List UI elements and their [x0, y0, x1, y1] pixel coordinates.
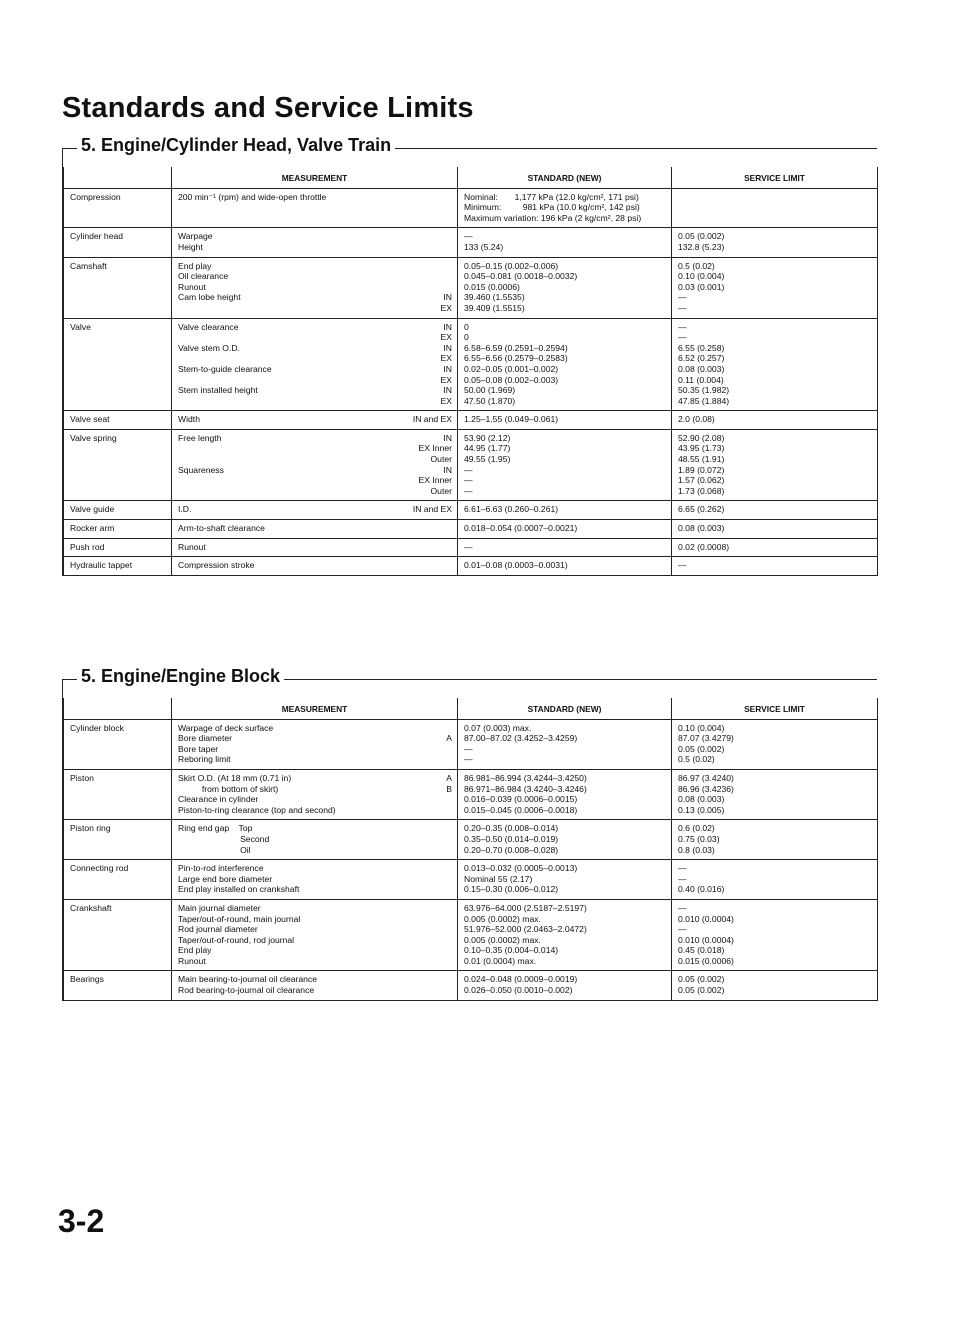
table-row [64, 820, 878, 860]
measurement-items: Main journal diameter Taper/out-of-round, main journal Rod journal diameter Taper/out-of-round, rod journal End play Runout [178, 902, 301, 966]
measurement-tags: A [446, 733, 452, 744]
measurement-items: Warpage Height [178, 231, 213, 252]
table-row [64, 257, 878, 318]
standard-value: 0.024–0.048 (0.0009–0.0019) 0.026–0.050 (0.0010–0.002) [458, 971, 672, 1000]
measurement-cell [172, 318, 458, 411]
service-limit-value: 0.05 (0.002) 132.8 (5.23) [672, 228, 878, 257]
header-measurement: MEASUREMENT [172, 167, 458, 188]
measurement-tags: IN EX Inner Outer IN EX Inner Outer [418, 432, 452, 496]
service-limit-value: 0.08 (0.003) [672, 520, 878, 539]
spec-table-engine-block [63, 698, 878, 1001]
service-limit-value: 0.5 (0.02) 0.10 (0.004) 0.03 (0.001) — — [672, 257, 878, 318]
measurement-cell [172, 429, 458, 501]
standard-value: — [458, 538, 672, 557]
part-name: Camshaft [64, 257, 172, 318]
table-body [64, 188, 878, 575]
table-row [64, 557, 878, 576]
table-row [64, 188, 878, 228]
header-standard: STANDARD (NEW) [458, 167, 672, 188]
service-limit-value: 6.65 (0.262) [672, 501, 878, 520]
standard-value: 86.981–86.994 (3.4244–3.4250) 86.971–86.984 (3.4240–3.4246) 0.016–0.039 (0.0006–0.0015) 0.015–0.045 (0.0006–0.0018) [458, 769, 672, 819]
header-standard: STANDARD (NEW) [458, 698, 672, 719]
measurement-cell [172, 719, 458, 769]
header-service-limit: SERVICE LIMIT [672, 167, 878, 188]
standard-value: 0 0 6.58–6.59 (0.2591–0.2594) 6.55–6.56 (0.2579–0.2583) 0.02–0.05 (0.001–0.002) 0.05–0.08 (0.002–0.003) 50.00 (1.969) 47.50 (1.870) [458, 318, 672, 411]
measurement-items: Ring end gap Top Second Oil [178, 823, 270, 855]
service-limit-value [672, 188, 878, 228]
measurement-cell [172, 520, 458, 539]
standard-value: 1.25–1.55 (0.049–0.061) [458, 411, 672, 430]
part-name: Compression [64, 188, 172, 228]
measurement-tags: A B [446, 772, 452, 794]
page-number: 3-2 [58, 1203, 105, 1239]
measurement-items: Main bearing-to-journal oil clearance Rod bearing-to-journal oil clearance [178, 974, 318, 996]
standard-value: Nominal: 1,177 kPa (12.0 kg/cm², 171 psi) Minimum: 981 kPa (10.0 kg/cm², 142 psi) Maximum variation: 196 kPa (2 kg/cm², 28 psi) [458, 188, 672, 228]
part-name: Valve guide [64, 501, 172, 520]
table-row [64, 501, 878, 520]
measurement-cell [172, 971, 458, 1000]
standard-value: 63.976–64.000 (2.5187–2.5197) 0.005 (0.0002) max. 51.976–52.000 (2.0463–2.0472) 0.005 (0.0002) max. 0.10–0.35 (0.004–0.014) 0.01 (0.0004) max. [458, 899, 672, 971]
standard-value: 0.20–0.35 (0.008–0.014) 0.35–0.50 (0.014–0.019) 0.20–0.70 (0.008–0.028) [458, 820, 672, 860]
section-title: 5. Engine/Cylinder Head, Valve Train [77, 135, 395, 156]
service-limit-value: — 0.010 (0.0004) — 0.010 (0.0004) 0.45 (0.018) 0.015 (0.0006) [672, 899, 878, 971]
standard-value: 53.90 (2.12) 44.95 (1.77) 49.55 (1.95) — — — [458, 429, 672, 501]
table-row [64, 899, 878, 971]
part-name: Valve [64, 318, 172, 411]
header-measurement: MEASUREMENT [172, 698, 458, 719]
measurement-cell [172, 228, 458, 257]
measurement-cell [172, 188, 458, 228]
part-name: Piston ring [64, 820, 172, 860]
measurement-cell [172, 769, 458, 819]
measurement-cell [172, 411, 458, 430]
measurement-items: 200 min⁻¹ (rpm) and wide-open throttle [178, 191, 327, 202]
measurement-items: Arm-to-shaft clearance [178, 523, 265, 534]
part-name: Valve seat [64, 411, 172, 430]
table-row [64, 769, 878, 819]
measurement-items: I.D. [178, 504, 192, 515]
service-limit-value: — [672, 557, 878, 576]
measurement-cell [172, 501, 458, 520]
part-name: Valve spring [64, 429, 172, 501]
measurement-items: Width [178, 414, 200, 425]
part-name: Connecting rod [64, 860, 172, 900]
measurement-items: End play Oil clearance Runout Cam lobe height [178, 260, 241, 303]
service-limit-value: — — 0.40 (0.016) [672, 860, 878, 900]
table-row [64, 318, 878, 411]
measurement-cell [172, 860, 458, 900]
measurement-items: Skirt O.D. (At 18 mm (0.71 in) from bottom of skirt) Clearance in cylinder Piston-to-ring clearance (top and second) [178, 772, 336, 815]
measurement-tags: IN EX [440, 292, 452, 313]
page-title: Standards and Service Limits [62, 92, 474, 124]
service-limit-value: 0.10 (0.004) 87.07 (3.4279) 0.05 (0.002) 0.5 (0.02) [672, 719, 878, 769]
service-limit-value: — — 6.55 (0.258) 6.52 (0.257) 0.08 (0.003) 0.11 (0.004) 50.35 (1.982) 47.85 (1.884) [672, 318, 878, 411]
measurement-items: Valve clearance Valve stem O.D. Stem-to-guide clearance Stem installed height [178, 321, 272, 396]
part-name: Piston [64, 769, 172, 819]
part-name: Rocker arm [64, 520, 172, 539]
measurement-tags: IN and EX [412, 504, 452, 515]
measurement-items: Compression stroke [178, 560, 255, 571]
part-name: Push rod [64, 538, 172, 557]
measurement-items: Warpage of deck surface Bore diameter Bore taper Reboring limit [178, 722, 274, 765]
measurement-items: Runout [178, 541, 206, 552]
service-limit-value: 0.05 (0.002) 0.05 (0.002) [672, 971, 878, 1000]
standard-value: — 133 (5.24) [458, 228, 672, 257]
measurement-cell [172, 538, 458, 557]
section-title: 5. Engine/Engine Block [77, 666, 284, 687]
standard-value: 0.018–0.054 (0.0007–0.0021) [458, 520, 672, 539]
part-name: Hydraulic tappet [64, 557, 172, 576]
part-name: Cylinder block [64, 719, 172, 769]
measurement-items: Pin-to-rod interference Large end bore diameter End play installed on crankshaft [178, 863, 300, 895]
table-row [64, 719, 878, 769]
part-name: Cylinder head [64, 228, 172, 257]
table-row [64, 538, 878, 557]
measurement-cell [172, 899, 458, 971]
measurement-tags: IN EX IN EX IN EX IN EX [440, 321, 452, 406]
spec-table-cylinder-head [63, 167, 878, 576]
standard-value: 6.61–6.63 (0.260–0.261) [458, 501, 672, 520]
table-row [64, 860, 878, 900]
service-limit-value: 2.0 (0.08) [672, 411, 878, 430]
standard-value: 0.013–0.032 (0.0005–0.0013) Nominal 55 (2.17) 0.15–0.30 (0.006–0.012) [458, 860, 672, 900]
measurement-tags: IN and EX [412, 414, 452, 425]
table-row [64, 520, 878, 539]
part-name: Crankshaft [64, 899, 172, 971]
measurement-cell [172, 257, 458, 318]
service-limit-value: 86.97 (3.4240) 86.96 (3.4236) 0.08 (0.003) 0.13 (0.005) [672, 769, 878, 819]
section-engine-block [62, 666, 877, 1001]
standard-value: 0.05–0.15 (0.002–0.006) 0.045–0.081 (0.0018–0.0032) 0.015 (0.0006) 39.460 (1.5535) 39.409 (1.5515) [458, 257, 672, 318]
table-row [64, 971, 878, 1000]
measurement-cell [172, 557, 458, 576]
table-row [64, 411, 878, 430]
header-service-limit: SERVICE LIMIT [672, 698, 878, 719]
service-limit-value: 52.90 (2.08) 43.95 (1.73) 48.55 (1.91) 1.89 (0.072) 1.57 (0.062) 1.73 (0.068) [672, 429, 878, 501]
header-part [64, 698, 172, 719]
measurement-cell [172, 820, 458, 860]
measurement-items: Free length Squareness [178, 432, 224, 475]
service-limit-value: 0.02 (0.0008) [672, 538, 878, 557]
table-body [64, 719, 878, 1000]
service-limit-value: 0.6 (0.02) 0.75 (0.03) 0.8 (0.03) [672, 820, 878, 860]
table-row [64, 429, 878, 501]
part-name: Bearings [64, 971, 172, 1000]
standard-value: 0.01–0.08 (0.0003–0.0031) [458, 557, 672, 576]
section-cylinder-head-valve-train [62, 135, 877, 576]
table-row [64, 228, 878, 257]
standard-value: 0.07 (0.003) max. 87.00–87.02 (3.4252–3.4259) — — [458, 719, 672, 769]
header-part [64, 167, 172, 188]
